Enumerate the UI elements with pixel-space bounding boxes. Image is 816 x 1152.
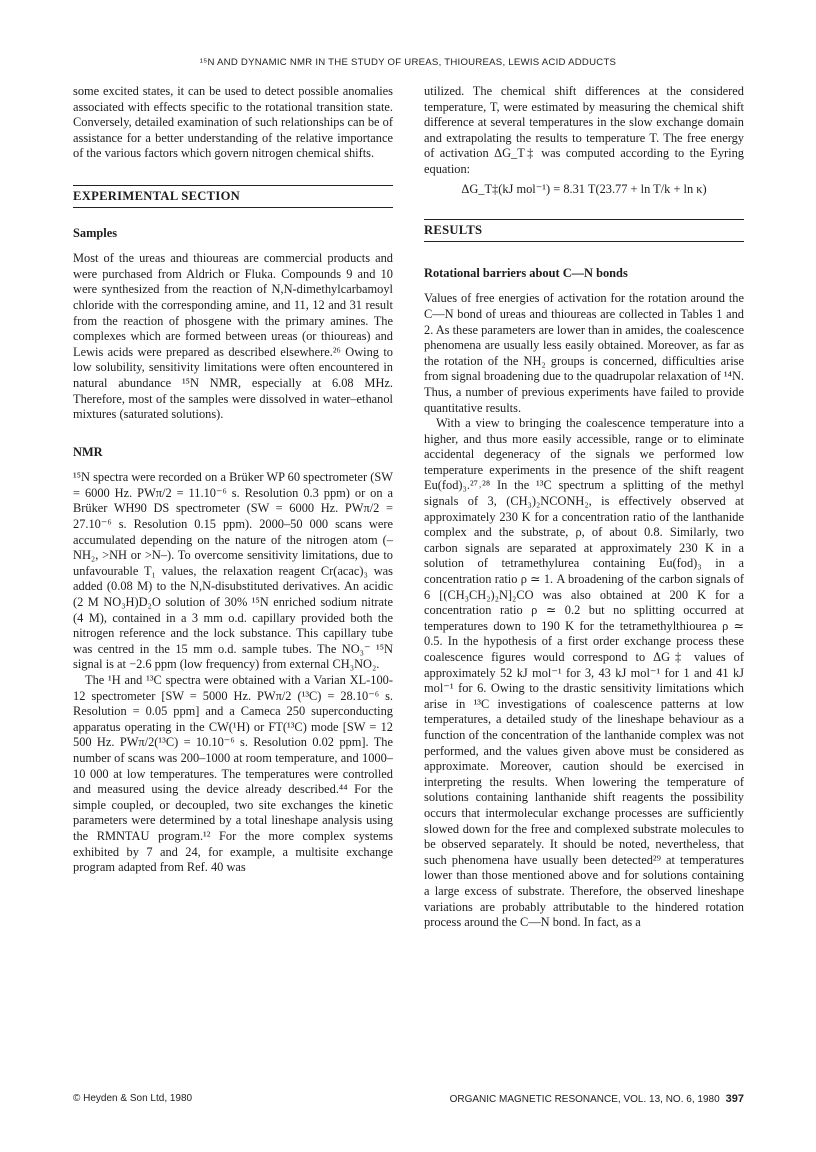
journal-citation: ORGANIC MAGNETIC RESONANCE, VOL. 13, NO. 6, 1980: [449, 1094, 720, 1105]
samples-heading: Samples: [73, 225, 118, 240]
running-title: ¹⁵N AND DYNAMIC NMR IN THE STUDY OF UREAS, THIOUREAS, LEWIS ACID ADDUCTS: [199, 57, 617, 68]
results-heading: RESULTS: [424, 219, 744, 242]
intro-paragraph: some excited states, it can be used to detect possible anomalies associated with effects specific to the rotational transition state. Conversely, detailed examination of such relationships can be of assistance for a better understanding of the relative importance of the various factors which govern nitrogen chemical shifts.: [73, 84, 393, 161]
samples-paragraph: Most of the ureas and thioureas are commercial products and were purchased from Aldrich or Fluka. Compounds 9 and 10 were synthesized from the reaction of N,N-dimethylcarbamoyl chloride with the corresponding amine, and 11, 12 and 31 result from the reaction of phosgene with the primary amines. The complexes which are formed between ureas (or thioureas) and Lewis acids were prepared as described elsewhere.²⁶ Owing to low solubility, sensitivity limitations were often encountered in natural abundance ¹⁵N NMR, especially at 6.08 MHz. Therefore, most of the samples were dissolved in water–ethanol mixtures (saturated solutions).: [73, 251, 393, 422]
results-paragraph-2: With a view to bringing the coalescence temperature into a higher, and thus more easily accessible, range or to eliminate accidental degeneracy of the signals we performed low temperature experiments in the presence of the shift reagent Eu(fod)₃.²⁷˒²⁸ In the ¹³C spectrum a splitting of the methyl signals of 3, (CH₃)₂NCONH₂, is effectively observed at approximately 230 K for a concentration ratio of the lanthanide complex and the substrate, ρ, of about 0.8. Similarly, two carbon signals are separated at approximately 230 K in a solution of tetramethylurea containing Eu(fod)₃ in a concentration ratio ρ ≃ 1. A broadening of the carbon signals of 6 [(CH₃CH₂)₂N]₂CO was also obtained at 200 K for a concentration ratio ρ ≃ 0.2 but no splitting occurred at temperatures down to 190 K for the tetramethylthiourea ρ ≃ 0.5. In the hypothesis of a first order exchange process these coalescence figures would correspond to ΔG‡ values of approximately 52 kJ mol⁻¹ for 3, 43 kJ mol⁻¹ for 1 and 41 kJ mol⁻¹ for 6. Owing to the drastic sensitivity limitations which arise in ¹³C investigations of coalescence patterns at low temperatures, a detailed study of the lineshape behaviour as a function of the concentration of the lanthanide complex was not performed, and the values given above must be considered as approximate. Moreover, caution should be exercised in interpreting the results. When lowering the temperature of solutions containing lanthanide shift reagents the possibility occurs that intermolecular exchange processes are sufficiently slowed down for the free and complexed substrate molecules to be observed separately. It should be noted, nevertheless, that such phenomena have usually been detected²⁹ at temperatures lower than those mentioned above and for solutions containing a large excess of substrate. Therefore, the observed lineshape variations are probably attributable to the hindered rotation process around the C—N bond. In fact, as a: [424, 416, 744, 930]
nmr-paragraph-1: ¹⁵N spectra were recorded on a Brüker WP 60 spectrometer (SW = 6000 Hz. PWπ/2 = 11.10⁻⁶ s. Resolution 0.3 ppm) or on a Brüker WH90 DS spectrometer (SW = 6000 Hz. PWπ/2 = 27.10⁻⁶ s. Resolution 0.15 ppm). 2000–50 000 scans were accumulated depending on the nature of the nitrogen atom (–NH₂, >NH or >N–). To overcome sensitivity limitations, due to unfavourable T₁ values, the relaxation reagent Cr(acac)₃ was added (0.08 M) to the N,N-disubstituted derivatives. An acidic (2 M NO₃H)D₂O solution of 30% ¹⁵N enriched sodium nitrate (4 M), contained in a 3 mm o.d. capillary provided both the nitrogen reference and the lock substance. This capillary tube was centred in the 15 mm o.d. sample tubes. The NO₃⁻ ¹⁵N signal is at −2.6 ppm (low frequency) from external CH₃NO₂.: [73, 470, 393, 672]
eyring-equation: ΔG_T‡(kJ mol⁻¹) = 8.31 T(23.77 + ln T/k + ln κ): [461, 181, 707, 196]
rotational-barriers-heading: Rotational barriers about C—N bonds: [424, 265, 628, 280]
right-column: [424, 84, 744, 931]
nmr-heading: NMR: [73, 444, 103, 459]
nmr-paragraph-2: The ¹H and ¹³C spectra were obtained with a Varian XL-100-12 spectrometer [SW = 5000 Hz. PWπ/2 (¹³C) = 28.10⁻⁶ s. Resolution = 0.05 ppm] and a Cameca 250 superconducting apparatus operating in the CW(¹H) or FT(¹³C) mode [SW = 12 500 Hz. PWπ/2(¹³C) = 10.10⁻⁶ s. Resolution 0.02 ppm]. The number of scans was 200–1000 at room temperature, and 1000–10 000 at low temperatures. The temperatures were controlled and measured using the device already described.⁴⁴ For the simple coupled, or decoupled, two site exchanges the kinetic parameters were determined by a total lineshape analysis using the RMNTAU program.¹² For the more complex systems exhibited by 7 and 24, for example, a multisite exchange program adapted from Ref. 40 was: [73, 673, 393, 875]
results-paragraph-1: Values of free energies of activation for the rotation around the C—N bond of ureas and thioureas are collected in Tables 1 and 2. As these parameters are lower than in amides, the coalescence phenomena are usually less easily obtained. Moreover, as far as the rotation of the NH₂ groups is concerned, difficulties arise from signal broadening due to the quadrupolar relaxation of ¹⁴N. Thus, a number of previous experiments have failed to provide quantitative results.: [424, 291, 744, 415]
footer-copyright: © Heyden & Son Ltd, 1980: [73, 1093, 193, 1104]
experimental-section-heading: EXPERIMENTAL SECTION: [73, 185, 393, 208]
left-column: [73, 84, 393, 876]
continuation-paragraph: utilized. The chemical shift differences at the considered temperature, T, were estimated by measuring the chemical shift difference at several temperatures in the slow exchange domain and extrapolating the results to temperature T. The free energy of activation ΔG_T‡ was computed according to the Eyring equation:: [424, 84, 744, 176]
footer-journal: [424, 1093, 744, 1105]
page-number: 397: [725, 1093, 744, 1105]
